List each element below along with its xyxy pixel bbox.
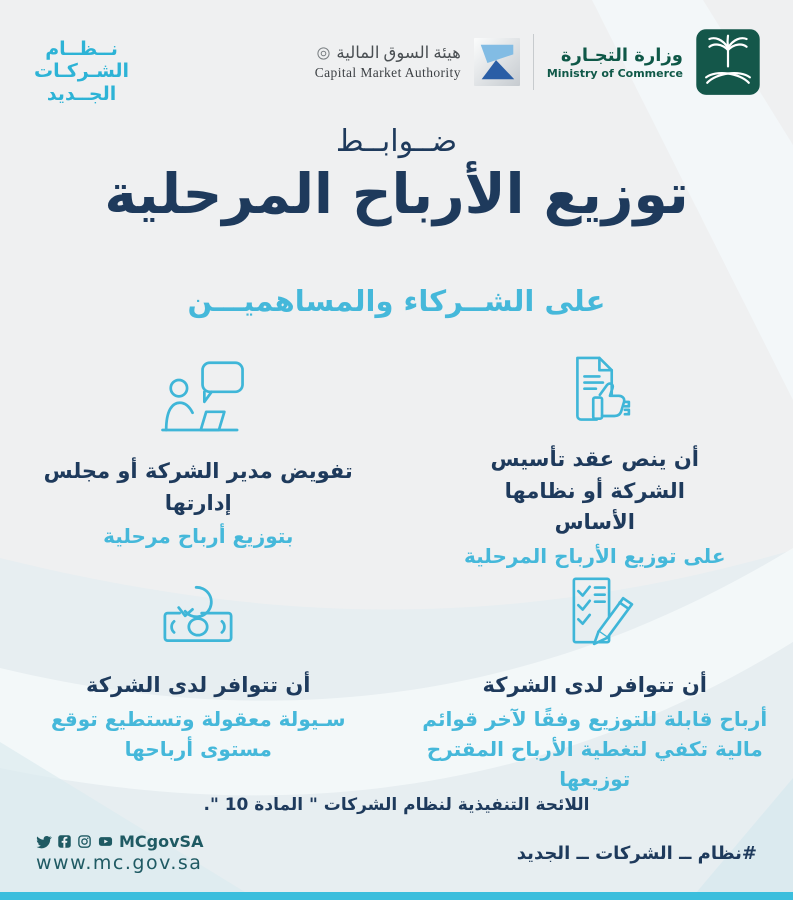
footnote: اللائحة التنفيذية لنظام الشركات " المادة 10 ". bbox=[203, 795, 590, 815]
cma-mark-icon bbox=[474, 38, 520, 86]
rule-detail: بتوزيع أرباح مرحلية bbox=[103, 524, 294, 548]
rule-heading: تفويض مدير الشركة أو مجلس إدارتها bbox=[43, 459, 353, 515]
footer-social-block bbox=[36, 832, 203, 874]
bottom-accent-bar bbox=[0, 892, 793, 900]
cma-logo bbox=[315, 43, 461, 81]
rule-heading: أن ينص عقد تأسيس الشركة أو نظامها الأساس bbox=[490, 447, 699, 534]
main-title: توزيع الأرباح المرحلية bbox=[104, 162, 689, 226]
cma-name-en: Capital Market Authority bbox=[314, 65, 461, 80]
subtitle: على الشــركاء والمساهميـــن bbox=[187, 284, 606, 318]
moc-name-ar: وزارة التجـارة bbox=[560, 44, 683, 66]
website-url: www.mc.gov.sa bbox=[36, 852, 203, 874]
brand-line-2: الشـركـات bbox=[34, 60, 130, 83]
rule-heading: أن تتوافر لدى الشركة bbox=[482, 673, 707, 697]
logo-divider bbox=[533, 34, 534, 90]
rule-card-delegation bbox=[0, 352, 397, 566]
rules-grid bbox=[0, 352, 793, 796]
instagram-icon bbox=[77, 834, 92, 849]
moc-logo bbox=[547, 26, 763, 98]
person-laptop-chat-icon bbox=[148, 359, 248, 441]
banknote-cashflow-icon bbox=[152, 574, 244, 654]
document-approval-icon bbox=[551, 352, 639, 436]
brand-line-3: الجــديد bbox=[46, 82, 117, 105]
brand-line-1: نــظــام bbox=[45, 38, 118, 60]
rule-heading: أن تتوافر لدى الشركة bbox=[86, 673, 311, 697]
moc-name-en: Ministry of Commerce bbox=[546, 66, 683, 80]
checklist-pencil-icon bbox=[551, 571, 639, 657]
header bbox=[34, 26, 763, 105]
hashtag: #نظام ــ الشركات ــ الجديد bbox=[516, 842, 757, 864]
title-kicker: ضــوابــط bbox=[335, 124, 458, 159]
rule-card-distributable-profits bbox=[397, 566, 793, 796]
cma-name-ar: هيئة السوق المالية bbox=[336, 43, 461, 62]
social-handle: MCgovSA bbox=[119, 832, 204, 851]
youtube-icon bbox=[97, 834, 114, 849]
cma-emblem-icon bbox=[317, 47, 330, 60]
facebook-icon bbox=[57, 834, 72, 849]
twitter-icon bbox=[36, 834, 52, 850]
rule-card-founding-contract bbox=[397, 352, 793, 566]
rule-card-liquidity bbox=[0, 566, 397, 796]
moc-emblem-icon bbox=[693, 26, 763, 98]
rule-detail: على توزيع الأرباح المرحلية bbox=[464, 543, 726, 568]
brand-logo bbox=[34, 38, 129, 105]
rule-detail: أرباح قابلة للتوزيع وفقًا لآخر قوائم مالية تكفي لتغطية الأرباح المقترح توزيعها bbox=[422, 706, 768, 791]
government-logos bbox=[315, 26, 763, 98]
footer bbox=[36, 832, 757, 874]
rule-detail: سـيولة معقولة وتستطيع توقع مستوى أرباحها bbox=[50, 706, 346, 761]
social-row bbox=[36, 832, 203, 851]
